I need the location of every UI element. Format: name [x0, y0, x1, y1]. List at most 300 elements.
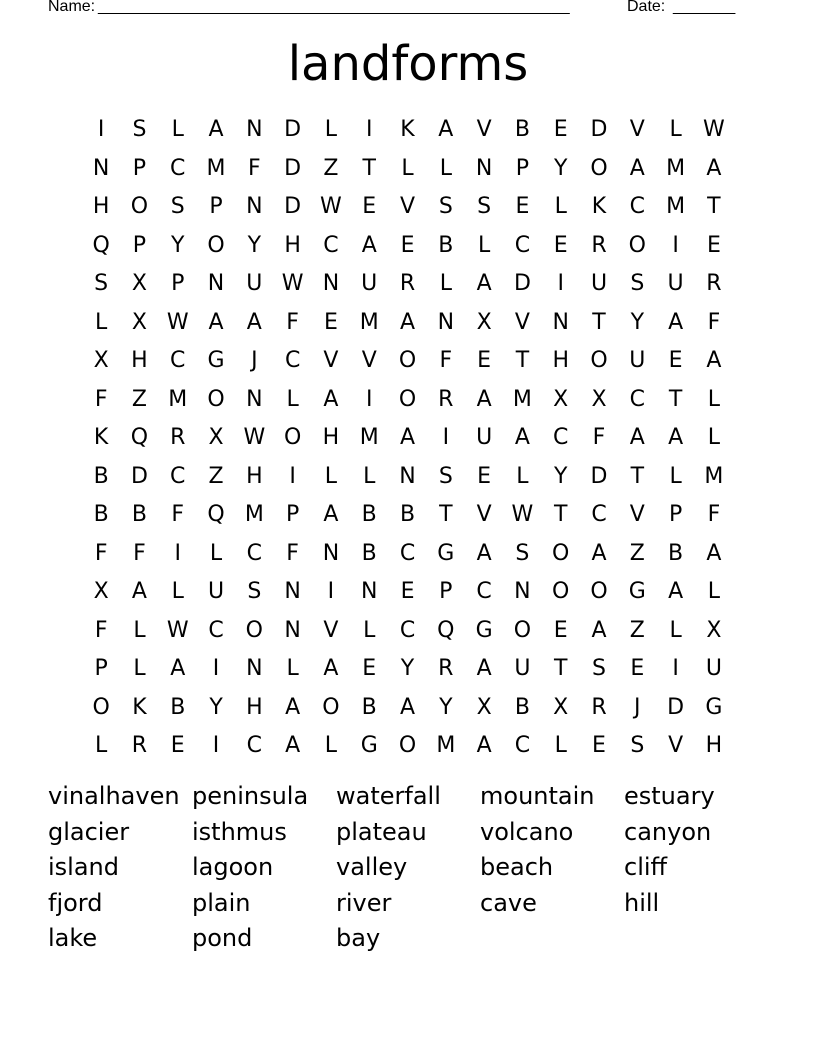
grid-letter: I [672, 656, 679, 681]
grid-letter: T [553, 502, 568, 527]
grid-letter: K [400, 117, 415, 142]
grid-letter: B [361, 502, 377, 527]
grid-letter: S [438, 463, 453, 489]
grid-letter: A [514, 425, 530, 450]
name-field-line: _____________________________________________________ [98, 0, 570, 15]
grid-letter: A [399, 425, 416, 450]
word-bank-item: peninsula [192, 782, 309, 810]
grid-row [82, 650, 733, 689]
grid-letter: L [669, 463, 682, 489]
grid-letter: X [131, 309, 147, 335]
word-bank-item: valley [336, 853, 408, 881]
word-bank-item: canyon [624, 817, 712, 846]
grid-letter: B [361, 540, 377, 566]
grid-letter: B [438, 232, 454, 258]
grid-letter: V [476, 117, 492, 142]
grid-letter: F [248, 155, 261, 181]
grid-letter: C [591, 502, 607, 527]
grid-letter: J [634, 694, 641, 720]
grid-letter: E [553, 617, 568, 643]
grid-letter: G [628, 579, 646, 604]
grid-letter: U [361, 271, 378, 296]
grid-letter: L [707, 386, 721, 412]
grid-row [82, 458, 733, 497]
grid-letter: S [247, 579, 262, 604]
grid-letter: H [92, 194, 110, 219]
grid-letter: E [553, 117, 568, 142]
grid-letter: R [131, 733, 148, 758]
grid-letter: N [207, 271, 225, 296]
grid-letter: Y [553, 155, 568, 181]
grid-letter: T [707, 194, 721, 219]
grid-letter: C [246, 733, 263, 758]
grid-letter: K [132, 694, 147, 720]
grid-letter: U [207, 579, 225, 604]
grid-letter: Y [630, 309, 645, 335]
grid-letter: E [362, 656, 377, 681]
grid-letter: K [93, 425, 109, 450]
grid-letter: B [93, 463, 109, 489]
grid-letter: A [476, 271, 492, 296]
grid-letter: O [245, 617, 263, 643]
grid-letter: O [552, 540, 570, 566]
grid-letter: L [286, 386, 299, 412]
grid-letter: S [170, 194, 185, 219]
word-bank-item: bay [336, 924, 381, 952]
grid-letter: N [552, 309, 569, 335]
grid-letter: U [590, 271, 608, 296]
grid-letter: D [284, 117, 302, 142]
grid-letter: N [246, 194, 263, 219]
grid-letter: L [133, 617, 146, 643]
grid-letter: X [93, 579, 109, 604]
grid-letter: C [553, 425, 569, 450]
grid-letter: M [168, 386, 188, 412]
grid-letter: S [132, 117, 147, 142]
grid-letter: B [93, 502, 109, 527]
grid-letter: M [666, 194, 686, 219]
grid-letter: X [476, 694, 492, 720]
grid-letter: D [590, 117, 608, 142]
grid-letter: B [514, 117, 530, 142]
grid-letter: L [324, 463, 338, 489]
grid-letter: P [285, 502, 300, 527]
grid-letter: A [591, 540, 607, 566]
grid-letter: H [284, 232, 301, 258]
grid-letter: C [170, 348, 186, 373]
date-field-line: _______ [673, 0, 736, 15]
grid-letter: T [592, 309, 606, 335]
grid-row [82, 111, 733, 150]
word-bank-item: plain [192, 888, 251, 917]
grid-letter: L [707, 579, 721, 604]
grid-letter: G [705, 694, 723, 720]
grid-letter: O [283, 425, 302, 450]
grid-letter: V [361, 348, 377, 373]
grid-letter: C [170, 155, 186, 181]
grid-letter: L [554, 733, 567, 758]
grid-letter: A [285, 694, 301, 720]
grid-letter: O [130, 194, 149, 219]
grid-letter: E [706, 232, 721, 258]
grid-letter: V [629, 502, 645, 527]
grid-letter: S [477, 194, 492, 219]
grid-letter: N [514, 579, 531, 604]
grid-letter: C [399, 540, 416, 566]
grid-letter: B [361, 694, 377, 720]
grid-row [82, 535, 733, 574]
grid-letter: V [668, 733, 684, 758]
grid-letter: M [359, 425, 379, 450]
grid-letter: H [705, 733, 723, 758]
grid-letter: I [672, 232, 679, 258]
grid-letter: J [251, 348, 258, 373]
grid-letter: N [437, 309, 455, 335]
grid-letter: Z [629, 617, 645, 643]
grid-letter: F [94, 617, 108, 643]
grid-letter: L [363, 463, 376, 489]
grid-letter: L [363, 617, 376, 643]
grid-letter: O [590, 348, 608, 373]
grid-letter: W [703, 117, 725, 142]
grid-letter: E [323, 309, 338, 335]
grid-letter: L [95, 309, 108, 335]
date-label: Date: [627, 0, 666, 15]
grid-letter: T [515, 348, 530, 373]
grid-letter: Z [629, 540, 645, 566]
grid-letter: A [706, 348, 722, 373]
grid-letter: A [323, 386, 339, 412]
grid-letter: L [286, 656, 299, 681]
grid-letter: N [284, 579, 301, 604]
grid-letter: A [591, 617, 607, 643]
grid-letter: U [476, 425, 493, 450]
grid-letter: A [323, 656, 339, 681]
grid-letter: V [476, 502, 492, 527]
page-title: landforms [287, 36, 529, 92]
grid-letter: O [92, 694, 110, 720]
grid-letter: A [361, 232, 377, 258]
grid-letter: H [246, 694, 263, 720]
grid-letter: N [475, 155, 493, 181]
word-bank [48, 779, 768, 957]
grid-letter: A [131, 579, 147, 604]
word-bank-item: pond [192, 924, 253, 952]
grid-letter: E [668, 348, 683, 373]
grid-letter: L [669, 117, 682, 142]
grid-letter: R [170, 425, 186, 450]
grid-letter: P [439, 579, 453, 604]
grid-letter: F [171, 502, 185, 527]
grid-letter: L [439, 271, 452, 296]
word-bank-item: waterfall [336, 782, 441, 810]
grid-letter: W [166, 309, 189, 335]
grid-letter: X [553, 694, 569, 720]
grid-letter: H [552, 348, 569, 373]
grid-letter: B [514, 694, 530, 720]
grid-letter: G [437, 540, 455, 566]
grid-letter: E [477, 348, 492, 373]
grid-letter: C [208, 617, 224, 643]
grid-letter: I [442, 425, 450, 450]
grid-letter: X [706, 617, 722, 643]
grid-letter: W [511, 502, 534, 527]
grid-letter: X [93, 348, 109, 373]
grid-letter: L [401, 155, 414, 181]
grid-row [82, 150, 733, 189]
grid-letter: L [554, 194, 567, 219]
grid-letter: D [284, 194, 302, 219]
grid-letter: B [668, 540, 684, 566]
grid-letter: L [669, 617, 682, 643]
grid-letter: L [209, 540, 223, 566]
word-bank-item: mountain [480, 782, 595, 810]
grid-letter: F [94, 540, 108, 566]
grid-letter: K [591, 194, 607, 219]
grid-letter: D [667, 694, 685, 720]
grid-letter: A [399, 694, 416, 720]
grid-letter: F [286, 540, 299, 566]
worksheet-header [48, 0, 748, 20]
grid-letter: Y [171, 232, 185, 258]
grid-letter: I [365, 117, 373, 142]
grid-letter: P [209, 194, 223, 219]
grid-letter: L [477, 232, 491, 258]
grid-letter: A [668, 579, 684, 604]
grid-letter: T [439, 502, 453, 527]
grid-letter: O [628, 232, 646, 258]
grid-letter: F [439, 348, 453, 373]
grid-letter: D [284, 155, 302, 181]
grid-letter: P [132, 232, 147, 258]
grid-letter: O [398, 733, 417, 758]
grid-letter: O [207, 232, 225, 258]
grid-letter: C [629, 386, 645, 412]
grid-letter: I [174, 540, 181, 566]
grid-letter: O [322, 694, 340, 720]
grid-letter: S [592, 656, 606, 681]
grid-letter: Q [130, 425, 149, 450]
word-bank-item: lake [48, 924, 98, 952]
grid-letter: H [246, 463, 263, 489]
grid-letter: S [630, 733, 645, 758]
grid-letter: P [668, 502, 683, 527]
word-bank-item: fjord [48, 888, 103, 917]
grid-row [82, 342, 733, 381]
grid-letter: A [629, 425, 645, 450]
grid-letter: L [95, 733, 108, 758]
grid-letter: X [208, 425, 224, 450]
grid-row [82, 419, 733, 458]
grid-letter: X [553, 386, 569, 412]
grid-letter: E [400, 232, 415, 258]
grid-letter: A [208, 309, 224, 335]
grid-letter: O [552, 579, 570, 604]
grid-letter: U [705, 656, 722, 681]
grid-letter: S [515, 540, 530, 566]
grid-letter: R [438, 656, 454, 681]
grid-letter: D [513, 271, 531, 296]
grid-letter: Z [208, 463, 224, 489]
grid-letter: G [360, 733, 378, 758]
grid-letter: Q [92, 232, 110, 258]
grid-letter: Y [553, 463, 568, 489]
grid-letter: A [629, 155, 645, 181]
grid-letter: O [207, 386, 225, 412]
grid-letter: I [365, 386, 373, 412]
grid-letter: O [513, 617, 532, 643]
grid-letter: C [629, 194, 645, 219]
grid-letter: A [706, 155, 722, 181]
grid-row [82, 689, 733, 728]
grid-row [82, 265, 733, 304]
grid-letter: F [707, 502, 721, 527]
grid-letter: M [359, 309, 379, 335]
grid-letter: L [324, 733, 338, 758]
grid-letter: S [438, 194, 453, 219]
grid-letter: B [170, 694, 186, 720]
grid-letter: V [629, 117, 645, 142]
grid-letter: Z [323, 155, 339, 181]
grid-letter: U [667, 271, 684, 296]
grid-letter: E [170, 733, 185, 758]
grid-letter: A [285, 733, 301, 758]
grid-letter: S [630, 271, 645, 296]
grid-letter: L [516, 463, 529, 489]
grid-letter: A [476, 656, 492, 681]
grid-letter: O [398, 348, 417, 373]
word-bank-item: hill [624, 888, 660, 917]
grid-letter: N [322, 540, 340, 566]
grid-letter: C [246, 540, 263, 566]
grid-letter: N [284, 617, 301, 643]
grid-letter: O [590, 579, 608, 604]
grid-letter: E [515, 194, 530, 219]
grid-letter: V [514, 309, 530, 335]
grid-letter: Y [400, 656, 415, 681]
grid-row [82, 612, 733, 651]
word-bank-item: isthmus [192, 817, 287, 846]
grid-letter: O [590, 155, 608, 181]
grid-letter: F [707, 309, 721, 335]
grid-letter: R [399, 271, 416, 296]
grid-letter: E [362, 194, 377, 219]
grid-letter: I [212, 733, 220, 758]
grid-letter: S [94, 271, 109, 296]
grid-letter: Y [247, 232, 262, 258]
grid-letter: L [707, 425, 721, 450]
grid-letter: A [208, 117, 224, 142]
grid-letter: I [97, 117, 105, 142]
grid-letter: C [399, 617, 416, 643]
grid-letter: C [284, 348, 301, 373]
word-bank-item: lagoon [192, 853, 274, 881]
grid-letter: E [400, 579, 415, 604]
grid-letter: B [131, 502, 147, 527]
grid-letter: W [320, 194, 342, 219]
grid-letter: L [324, 117, 338, 142]
grid-letter: N [246, 656, 263, 681]
grid-letter: Y [439, 694, 453, 720]
grid-letter: V [323, 348, 339, 373]
grid-letter: O [398, 386, 417, 412]
grid-letter: V [399, 194, 416, 219]
grid-letter: M [436, 733, 456, 758]
word-bank-item: estuary [624, 782, 715, 810]
grid-letter: B [399, 502, 416, 527]
grid-letter: A [668, 425, 684, 450]
grid-letter: M [512, 386, 532, 412]
grid-letter: Z [131, 386, 147, 412]
grid-letter: A [706, 540, 722, 566]
grid-letter: D [130, 463, 148, 489]
word-bank-item: vinalhaven [48, 782, 180, 810]
grid-letter: U [629, 348, 646, 373]
grid-letter: A [476, 386, 492, 412]
grid-letter: A [246, 309, 262, 335]
grid-letter: M [206, 155, 226, 181]
grid-row [82, 727, 733, 766]
word-bank-item: cliff [624, 853, 668, 881]
grid-row [82, 188, 733, 227]
word-bank-item: cave [480, 888, 537, 917]
grid-letter: A [668, 309, 684, 335]
grid-letter: I [289, 463, 296, 489]
grid-letter: W [166, 617, 189, 643]
grid-letter: N [246, 386, 263, 412]
grid-row [82, 573, 733, 612]
grid-letter: E [630, 656, 645, 681]
grid-letter: A [170, 656, 186, 681]
grid-letter: R [706, 271, 722, 296]
grid-letter: N [322, 271, 340, 296]
grid-letter: N [399, 463, 416, 489]
grid-letter: T [630, 463, 645, 489]
grid-letter: T [362, 155, 376, 181]
word-bank-item: volcano [480, 817, 574, 846]
grid-letter: F [592, 425, 606, 450]
grid-letter: A [323, 502, 339, 527]
grid-letter: C [323, 232, 339, 258]
grid-letter: H [131, 348, 148, 373]
grid-letter: C [170, 463, 186, 489]
grid-letter: E [477, 463, 492, 489]
grid-letter: L [171, 579, 184, 604]
grid-row [82, 227, 733, 266]
grid-letter: G [475, 617, 493, 643]
grid-row [82, 496, 733, 535]
grid-letter: U [246, 271, 263, 296]
grid-letter: W [281, 271, 304, 296]
grid-letter: H [322, 425, 340, 450]
grid-letter: L [171, 117, 184, 142]
letter-grid [82, 111, 733, 766]
grid-letter: A [476, 540, 492, 566]
grid-letter: U [514, 656, 531, 681]
grid-letter: F [133, 540, 146, 566]
grid-letter: G [207, 348, 225, 373]
grid-letter: T [553, 656, 568, 681]
grid-letter: P [132, 155, 147, 181]
word-bank-item: river [336, 888, 392, 917]
grid-letter: Y [209, 694, 223, 720]
grid-letter: D [590, 463, 608, 489]
grid-letter: C [476, 579, 492, 604]
word-bank-item: beach [480, 853, 554, 881]
grid-letter: A [438, 117, 454, 142]
grid-row [82, 381, 733, 420]
word-bank-item: plateau [336, 817, 427, 846]
